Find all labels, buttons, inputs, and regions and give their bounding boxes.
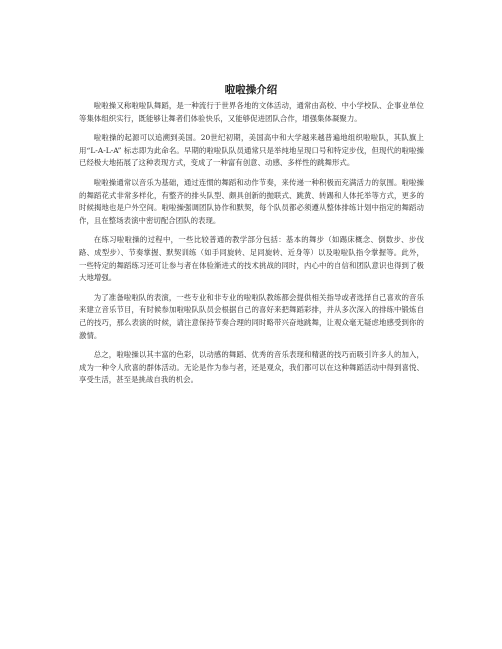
paragraph-6: 总之，啦啦操以其丰富的色彩，以动感的舞蹈、优秀的音乐表现和精湛的技巧而吸引许多人的加入，成为一种令人欣喜的群体活动。无论是作为参与者，还是观众，我们都可以在这种舞蹈活动中得到喜悦、享受生活，甚至是挑战自我的机会。 xyxy=(79,350,424,385)
document-title: 啦啦操介绍 xyxy=(224,84,278,96)
paragraph-2: 啦啦操的起源可以追溯到美国。20世纪初期，美国高中和大学越来越普遍地组织啦啦队，其队旗上用“L-A-L-A” 标志即为此命名。早期的啦啦队队员通常只是举纯地呈现口号和特定步伐，但现代的啦啦操已经极大地拓展了这种表现方式，变成了一种富有创意、动感、多样性的跳舞形式。 xyxy=(79,133,424,168)
document-body xyxy=(79,100,424,394)
paragraph-4: 在练习啦啦操的过程中，一些比较普通的教学部分包括：基本的舞步（如踢床概念、倒数步、步伐路、成型步）、节奏掌握、默契训练（如手同旋转、足同旋转、近身等）以及啦啦队指令掌握等。此外，一些特定的舞蹈练习还可让参与者在体验渐进式的技术挑战的同时，内心中的自信和团队意识也得到了极大地增强。 xyxy=(79,235,424,283)
paragraph-3: 啦啦操通常以音乐为基础，通过连惯的舞蹈和动作节奏，来传递一种积极而充满活力的氛围。啦啦操的舞蹈花式非常多样化，有整齐的排头队型、颇具创新的抛联式、跳黄、转踢和人体托举等方式，更多的时候揭地也是户外空间。啦啦操强调团队协作和默契，每个队员都必须遵从整体排练计划中指定的舞蹈动作，且在整场表演中密切配合团队的表现。 xyxy=(79,177,424,225)
paragraph-1: 啦啦操又称啦啦队舞蹈，是一种流行于世界各地的文体活动，通常由高校、中小学校队、企事业单位等集体组织实行，既能够让舞者们体验快乐，又能够促进团队合作，增强集体凝聚力。 xyxy=(79,101,424,123)
paragraph-5: 为了准备啦啦队的表演，一些专业和非专业的啦啦队教练都会提供相关指导或者选择自己喜欢的音乐来建立音乐节目，有时候参加啦啦队队员会根据自己的喜好来把舞蹈彩排，并从多次深入的排练中锻炼自己的技巧，那么表演的时候，请注意保持节奏合理的同时略带兴奋地跳舞，让观众毫无疑虑地感受到你的激情。 xyxy=(79,292,424,340)
